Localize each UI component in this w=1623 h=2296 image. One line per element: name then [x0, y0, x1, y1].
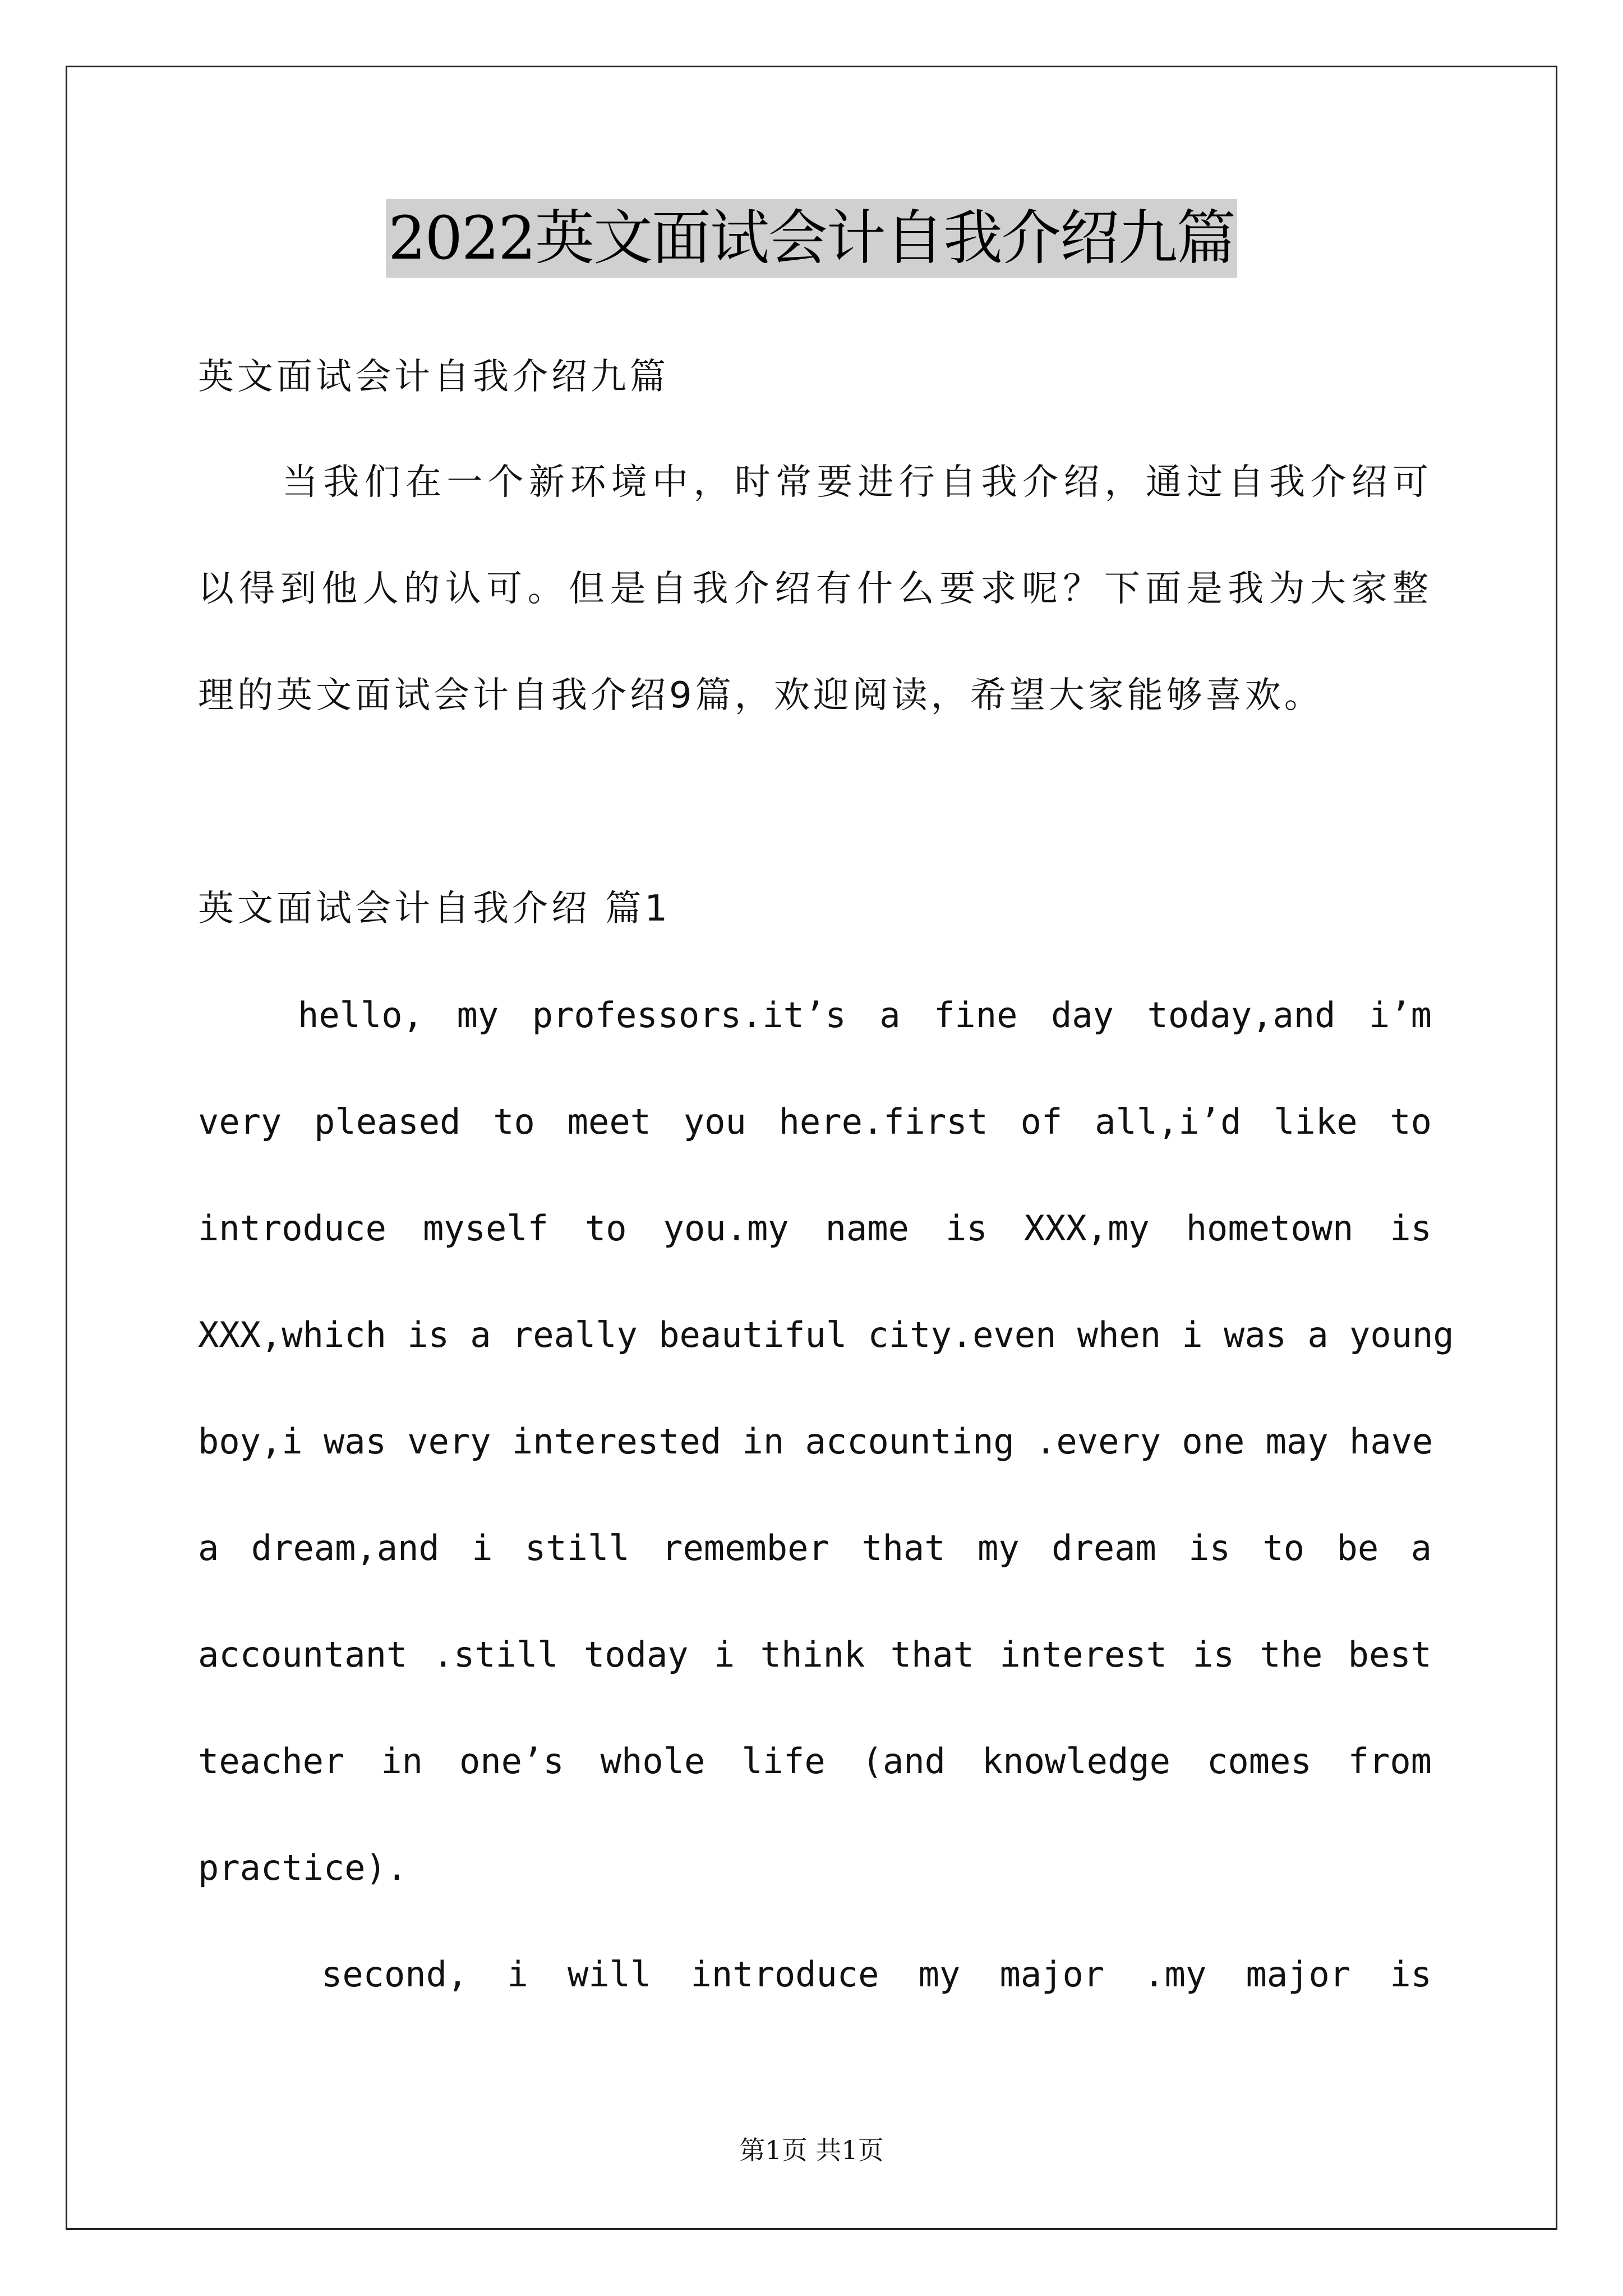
intro-line-2: 以得到他人的认可。但是自我介绍有什么要求呢？下面是我为大家整: [198, 568, 1432, 610]
second-paragraph-line: second, i will introduce my major .my major is: [321, 1954, 1432, 1995]
section-heading: 英文面试会计自我介绍 篇1: [198, 888, 671, 930]
body-line-1: hello, my professors.it’s a fine day today,and i’m: [298, 995, 1432, 1036]
title-wrap: [0, 199, 1623, 278]
body-line-5: boy,i was very interested in accounting .every one may have: [198, 1421, 1433, 1462]
intro-line-1: 当我们在一个新环境中，时常要进行自我介绍，通过自我介绍可: [282, 462, 1432, 503]
subtitle: 英文面试会计自我介绍九篇: [198, 356, 669, 398]
body-line-9: practice).: [198, 1847, 408, 1888]
body-line-7: accountant .still today i think that interest is the best: [198, 1634, 1432, 1675]
page-footer: 第1页 共1页: [739, 2135, 884, 2165]
page-title: 2022英文面试会计自我介绍九篇: [386, 199, 1237, 278]
body-line-6: a dream,and i still remember that my dream is to be a: [198, 1527, 1432, 1568]
intro-line-3: 理的英文面试会计自我介绍9篇，欢迎阅读，希望大家能够喜欢。: [198, 675, 1324, 716]
body-line-3: introduce myself to you.my name is XXX,my hometown is: [198, 1208, 1432, 1249]
body-line-4: XXX,which is a really beautiful city.even when i was a young: [198, 1314, 1454, 1355]
body-line-8: teacher in one’s whole life (and knowledge comes from: [198, 1741, 1432, 1782]
body-line-2: very pleased to meet you here.first of all,i’d like to: [198, 1101, 1432, 1142]
